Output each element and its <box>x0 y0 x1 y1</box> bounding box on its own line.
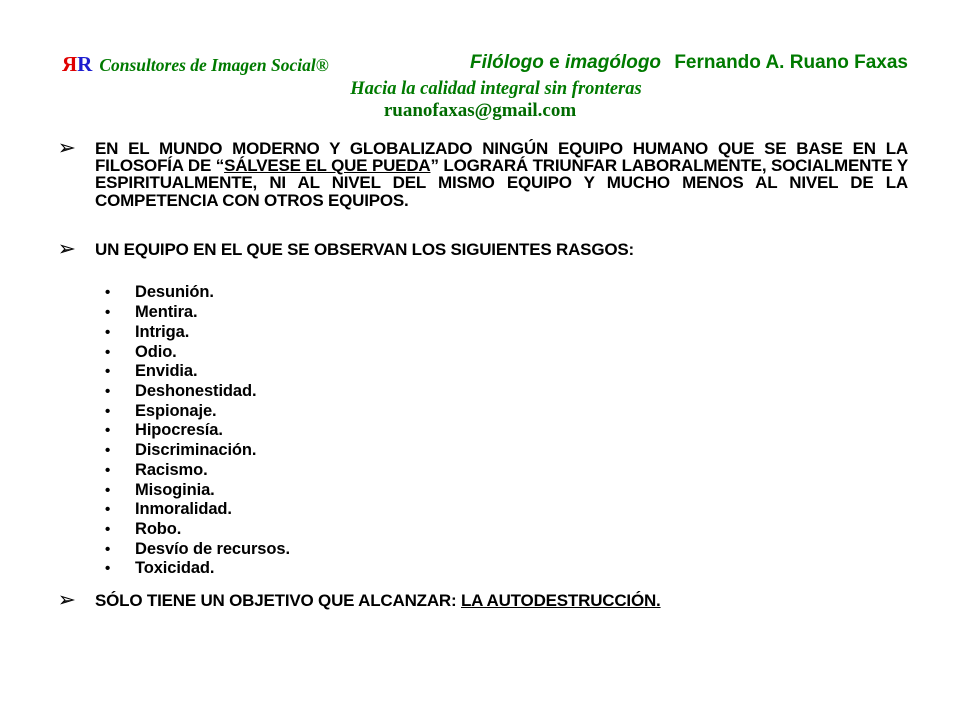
brand-letter-r: R <box>77 52 93 76</box>
trait-item <box>105 539 290 559</box>
bullet-1-text <box>95 140 908 209</box>
trait-item <box>105 559 290 579</box>
trait-label: Robo. <box>135 519 182 538</box>
brand-letter-ya: Я <box>62 52 78 76</box>
bullet-dot-icon: • <box>105 284 111 302</box>
title-word-filologo: Filólogo <box>469 52 544 73</box>
bullet-dot-icon: • <box>105 422 111 440</box>
arrow-bullet-icon <box>60 243 75 255</box>
trait-label: Espionaje. <box>135 401 217 420</box>
trait-label: Mentira. <box>135 303 198 322</box>
trait-item <box>105 382 290 402</box>
bullet-1-pre: EN EL MUNDO MODERNO Y GLOBALIZADO NINGÚN EQUIPO HUMANO QUE SE BASE EN LA FILOSOFÍA DE “ <box>95 139 908 176</box>
bullet-dot-icon: • <box>105 304 111 322</box>
trait-label: Desunión. <box>135 283 214 302</box>
title-word-e: e <box>549 52 560 73</box>
bullet-1 <box>58 140 908 209</box>
bullet-dot-icon: • <box>105 461 111 479</box>
bullet-dot-icon: • <box>105 343 111 361</box>
email-address: ruanofaxas@gmail.com <box>383 100 577 121</box>
trait-label: Inmoralidad. <box>135 500 232 519</box>
trait-item <box>105 283 290 303</box>
trait-item <box>105 480 290 500</box>
tagline: Hacia la calidad integral sin fronteras <box>350 79 642 99</box>
bullet-dot-icon: • <box>105 481 111 499</box>
trait-label: Toxicidad. <box>135 559 215 578</box>
trait-item <box>105 303 290 323</box>
bullet-dot-icon: • <box>105 382 111 400</box>
bullet-dot-icon: • <box>105 402 111 420</box>
trait-item <box>105 322 290 342</box>
bullet-dot-icon: • <box>105 442 111 460</box>
bullet-dot-icon: • <box>105 323 111 341</box>
brand <box>62 52 329 77</box>
trait-list <box>105 283 290 579</box>
trait-item <box>105 401 290 421</box>
trait-item <box>105 520 290 540</box>
bullet-1-post: ” LOGRARÁ TRIUNFAR LABORALMENTE, SOCIALMENTE Y ESPIRITUALMENTE, NI AL NIVEL DEL MISMO EQUIPO Y MUCHO MENOS AL NIVEL DE LA COMPETENCIA CON OTROS EQUIPOS. <box>95 156 909 210</box>
arrow-bullet-icon <box>60 594 75 606</box>
bullet-2 <box>58 241 908 258</box>
trait-label: Odio. <box>135 342 177 361</box>
trait-label: Racismo. <box>135 460 208 479</box>
bullet-dot-icon: • <box>105 520 111 538</box>
bullet-3 <box>58 592 908 609</box>
bullet-3-text <box>95 592 908 609</box>
header-title <box>470 52 908 74</box>
trait-item <box>105 362 290 382</box>
bullet-dot-icon: • <box>105 560 111 578</box>
trait-item <box>105 421 290 441</box>
trait-label: Hipocresía. <box>135 421 223 440</box>
trait-label: Envidia. <box>135 362 198 381</box>
bullet-3-underlined: LA AUTODESTRUCCIÓN. <box>461 591 661 610</box>
trait-item <box>105 342 290 362</box>
bullet-dot-icon: • <box>105 540 111 558</box>
trait-label: Misoginia. <box>135 480 215 499</box>
trait-item <box>105 500 290 520</box>
trait-label: Discriminación. <box>135 441 257 460</box>
bullet-2-text: UN EQUIPO EN EL QUE SE OBSERVAN LOS SIGUIENTES RASGOS: <box>95 240 634 259</box>
title-word-imagologo: imagólogo <box>564 52 662 73</box>
brand-name: Consultores de Imagen Social® <box>99 55 329 75</box>
trait-label: Desvío de recursos. <box>135 539 290 558</box>
trait-label: Deshonestidad. <box>135 381 257 400</box>
arrow-bullet-icon <box>60 142 75 154</box>
author-name: Fernando A. Ruano Faxas <box>674 52 908 73</box>
bullet-1-underlined: SÁLVESE EL QUE PUEDA <box>224 156 431 176</box>
trait-item <box>105 460 290 480</box>
bullet-dot-icon: • <box>105 363 111 381</box>
trait-item <box>105 441 290 461</box>
bullet-3-pre: SÓLO TIENE UN OBJETIVO QUE ALCANZAR: <box>95 591 461 610</box>
bullet-dot-icon: • <box>105 501 111 519</box>
trait-label: Intriga. <box>135 322 190 341</box>
